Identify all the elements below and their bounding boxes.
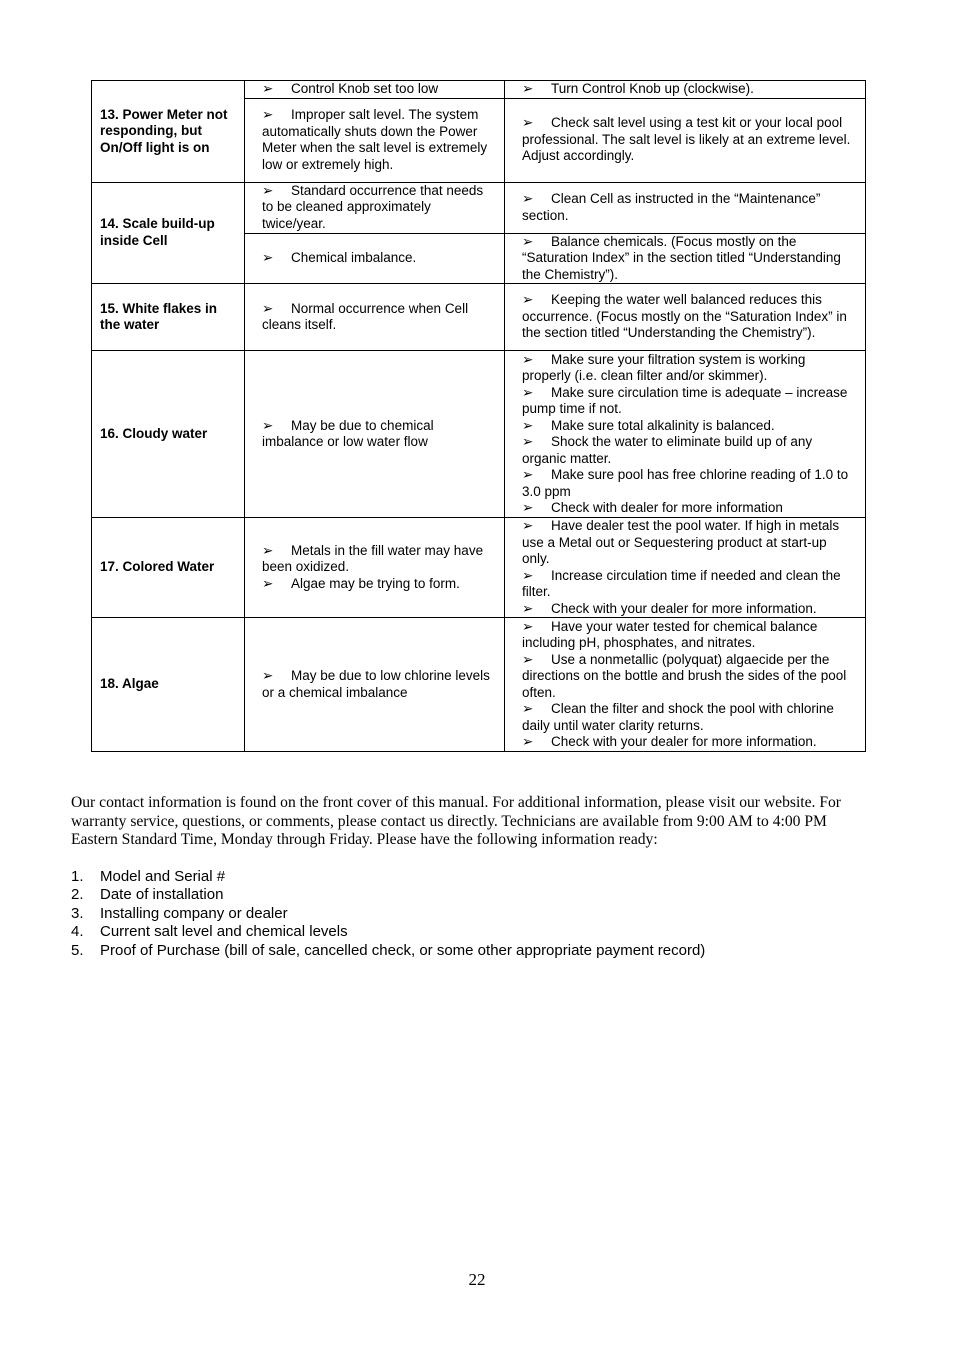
list-item: 1. Model and Serial # [71, 868, 226, 885]
bullet-arrow-icon: ➢ [522, 434, 534, 449]
bullet-arrow-icon: ➢ [522, 651, 534, 667]
list-item: 3. Installing company or dealer [71, 904, 288, 922]
bullet-arrow-icon: ➢ [522, 734, 534, 749]
solution-cell: ➢ Clean Cell as instructed in the “Maintenance” section. [505, 182, 866, 233]
list-item: 2. Date of installation [71, 886, 224, 904]
table-row [92, 81, 866, 99]
troubleshooting-table [91, 80, 866, 752]
problem-cell: 14. Scale build-up inside Cell [92, 182, 245, 284]
bullet-arrow-icon: ➢ [522, 567, 534, 583]
bullet-arrow-icon: ➢ [522, 384, 534, 400]
bullet-arrow-icon: ➢ [522, 467, 534, 482]
solution-cell: ➢ Check salt level using a test kit or your local pool professional. The salt level is likely at an extreme level. Adjust accordingly. [505, 98, 866, 182]
cause-cell: ➢ May be due to chemical imbalance or low water flow [245, 351, 505, 518]
solution-cell: ➢ Turn Control Knob up (clockwise). [505, 81, 866, 99]
table-row [92, 351, 866, 518]
bullet-arrow-icon: ➢ [522, 618, 534, 634]
bullet-arrow-icon: ➢ [262, 250, 274, 265]
cause-cell: ➢ Improper salt level. The system automatically shuts down the Power Meter when the salt level is extremely low or extremely high. [245, 98, 505, 182]
solution-cell: ➢ Balance chemicals. (Focus mostly on the “Saturation Index” in the section titled “Understanding the Chemistry”). [505, 233, 866, 284]
required-info-list [71, 868, 705, 960]
bullet-arrow-icon: ➢ [262, 81, 274, 96]
bullet-arrow-icon: ➢ [262, 300, 274, 316]
bullet-arrow-icon: ➢ [522, 351, 534, 367]
bullet-arrow-icon: ➢ [522, 500, 534, 515]
list-item: 4. Current salt level and chemical levels [71, 923, 348, 941]
bullet-arrow-icon: ➢ [522, 191, 534, 206]
problem-cell: 17. Colored Water [92, 518, 245, 618]
bullet-arrow-icon: ➢ [522, 600, 534, 616]
bullet-arrow-icon: ➢ [522, 292, 534, 308]
bullet-arrow-icon: ➢ [522, 701, 534, 716]
bullet-arrow-icon: ➢ [262, 107, 274, 122]
cause-cell: ➢ Control Knob set too low [245, 81, 505, 99]
bullet-arrow-icon: ➢ [522, 518, 534, 533]
problem-cell: 16. Cloudy water [92, 351, 245, 518]
table-row [92, 618, 866, 752]
bullet-arrow-icon: ➢ [262, 668, 274, 683]
cause-cell: ➢ Standard occurrence that needs to be cleaned approximately twice/year. [245, 182, 505, 233]
page-number: 22 [468, 1270, 486, 1289]
bullet-arrow-icon: ➢ [522, 115, 534, 131]
cause-cell: ➢ Metals in the fill water may have been oxidized. ➢ Algae may be trying to form. [245, 518, 505, 618]
bullet-arrow-icon: ➢ [262, 575, 274, 591]
bullet-arrow-icon: ➢ [522, 81, 534, 96]
table-row [92, 284, 866, 351]
bullet-arrow-icon: ➢ [262, 417, 274, 433]
list-item: 5. Proof of Purchase (bill of sale, cancelled check, or some other appropriate payment record) [71, 941, 706, 959]
problem-cell: 18. Algae [92, 618, 245, 752]
solution-cell: ➢ Make sure your filtration system is working properly (i.e. clean filter and/or skimmer). ➢ Make sure circulation time is adequate – increase pump time if not. ➢ Make sure total alkalinity is balanced. ➢ Shock the water to eliminate build up of any organic matter. ➢ Make sure pool has free chlorine reading of 1.0 to 3.0 ppm ➢ Check with dealer for more information [505, 351, 866, 518]
contact-paragraph: Our contact information is found on the front cover of this manual. For additional information, please visit our website. For warranty service, questions, or comments, please contact us directly. Technicians are available from 9:00 AM to 4:00 PM Eastern Standard Time, Monday through Friday. Please have the following information ready: [71, 794, 841, 849]
bullet-arrow-icon: ➢ [262, 182, 274, 198]
solution-cell: ➢ Have dealer test the pool water. If high in metals use a Metal out or Sequestering product at start-up only. ➢ Increase circulation time if needed and clean the filter. ➢ Check with your dealer for more information. [505, 518, 866, 618]
table-row [92, 518, 866, 618]
table-row [92, 182, 866, 233]
problem-cell: 13. Power Meter not responding, but On/Off light is on [92, 81, 245, 183]
bullet-arrow-icon: ➢ [262, 542, 274, 558]
cause-cell: ➢ Chemical imbalance. [245, 233, 505, 284]
bullet-arrow-icon: ➢ [522, 233, 534, 249]
solution-cell: ➢ Keeping the water well balanced reduces this occurrence. (Focus mostly on the “Saturation Index” in the section titled “Understanding the Chemistry”). [505, 284, 866, 351]
bullet-arrow-icon: ➢ [522, 417, 534, 433]
problem-cell: 15. White flakes in the water [92, 284, 245, 351]
cause-cell: ➢ Normal occurrence when Cell cleans itself. [245, 284, 505, 351]
cause-cell: ➢ May be due to low chlorine levels or a chemical imbalance [245, 618, 505, 752]
solution-cell: ➢ Have your water tested for chemical balance including pH, phosphates, and nitrates. ➢ Use a nonmetallic (polyquat) algaecide per the directions on the bottle and brush the sides of the pool often. ➢ Clean the filter and shock the pool with chlorine daily until water clarity returns. ➢ Check with your dealer for more information. [505, 618, 866, 752]
